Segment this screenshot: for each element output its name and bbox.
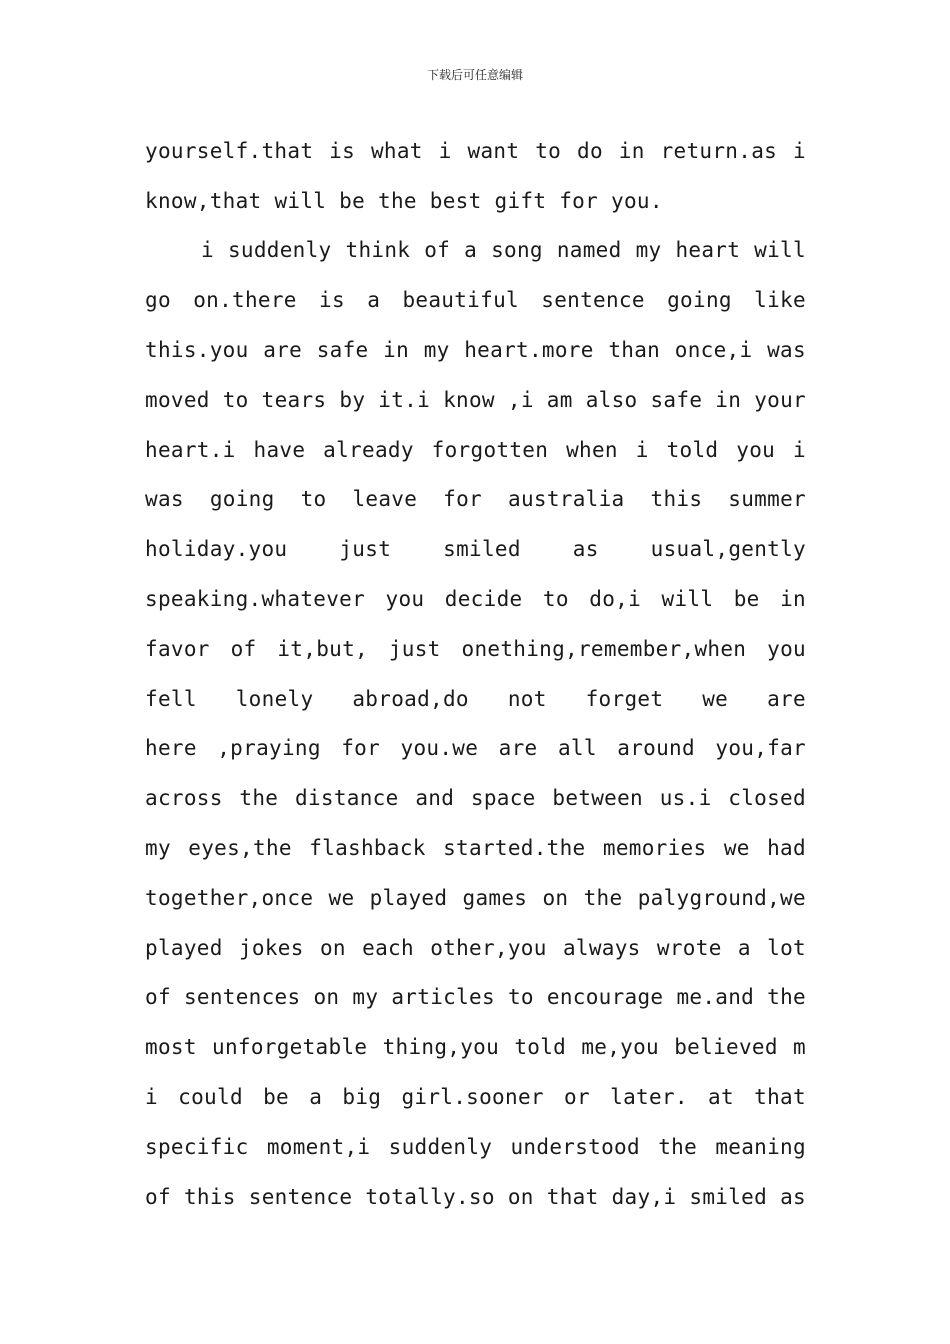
word: are [263,338,303,363]
word: together,once [145,885,314,910]
word: i [635,437,649,462]
word: do,i [589,587,642,612]
word: sentences [183,985,301,1010]
word: you,far [715,736,806,761]
word: fell [145,686,197,711]
word: we [328,885,355,910]
word: between [552,786,643,811]
word: usual,gently [650,537,806,562]
word: want [467,138,520,163]
word: like [754,288,806,313]
word: memories [602,836,707,861]
word: started.the [443,836,586,861]
word: my [423,338,450,363]
word: at [708,1085,734,1110]
word: that [546,1184,599,1209]
word: or [564,1085,590,1110]
word: as [780,1184,806,1209]
word: big [342,1085,382,1110]
word: not [507,686,547,711]
word: onething,remember,when [461,636,747,661]
word: across [145,786,223,811]
text-line [145,624,806,674]
word: told [666,437,719,462]
word: will [274,188,340,213]
text-line [145,823,806,873]
word: articles [391,985,495,1010]
word: for [559,188,611,213]
word: played [145,935,223,960]
word: a [309,1085,323,1110]
word: i [201,238,214,263]
word: you. [611,188,663,213]
text-line [145,923,806,973]
text-line [145,1172,806,1222]
word: always [562,935,641,960]
word: moment,i [266,1134,371,1159]
word: most [145,1035,197,1060]
word: australia [508,487,625,512]
word: meaning [715,1134,806,1159]
word: i [145,1085,158,1110]
word: speaking.whatever [145,587,366,612]
word: safe [650,387,703,412]
word: smiled [443,537,521,562]
word: the [583,885,623,910]
word: to [507,985,534,1010]
text-line [145,1022,806,1072]
word: to [542,587,569,612]
text-line [145,126,806,176]
word: best [429,188,495,213]
word: think [345,238,411,263]
word: of [145,985,171,1010]
word: is [329,138,356,163]
word: suddenly [388,1134,493,1159]
word: specific [145,1134,249,1159]
word: wrote [656,935,722,960]
word: m [793,1035,806,1060]
word: ,praying [217,736,321,761]
word: distance [295,786,399,811]
word: you.we [400,736,479,761]
text-line [145,574,806,624]
word: palyground,we [637,885,806,910]
word: i [438,138,452,163]
word: could [178,1085,243,1110]
word: going [667,288,732,313]
word: the [767,985,806,1010]
word: in [383,338,410,363]
word: are [767,686,806,711]
text-line [145,475,806,525]
word: have [253,437,306,462]
word: going [209,487,275,512]
word: the [658,1134,698,1159]
text-line [145,275,806,325]
word: be [263,1085,289,1110]
word: what [370,138,423,163]
word: that [754,1085,806,1110]
word: gift [494,188,560,213]
header-note: 下载后可任意编辑 [426,68,523,82]
word: leave [352,487,418,512]
word: summer [728,487,806,512]
word: lot [767,935,806,960]
word: am [546,387,573,412]
word: you [767,636,806,661]
word: know,that [145,188,275,213]
word: named [556,238,622,263]
word: us.i [659,786,712,811]
word: in [780,587,806,612]
text-line [145,1072,806,1122]
word: thing,you [382,1035,500,1060]
word: games [462,885,528,910]
word: a [464,238,478,263]
word: a [737,935,751,960]
text-line [145,724,806,774]
word: on [542,885,569,910]
body-text [145,126,806,1222]
word: heart [675,238,741,263]
word: me,you [581,1035,659,1060]
word: flashback [309,836,426,861]
word: this.you [145,338,249,363]
word: to [222,387,249,412]
word: you [736,437,776,462]
text-line [145,524,806,574]
word: already [323,437,414,462]
word: later. [610,1085,688,1110]
word: in [715,387,742,412]
word: sentence [248,1184,353,1209]
word: this [183,1184,236,1209]
word: the [378,188,430,213]
word: day,i [611,1184,677,1209]
word: closed [728,786,806,811]
word: of [424,238,451,263]
word: abroad,do [352,686,469,711]
word: each [362,935,414,960]
word: girl.sooner [401,1085,544,1110]
word: unforgetable [212,1035,368,1060]
word: just [339,537,392,562]
text-line [145,325,806,375]
word: just [388,636,441,661]
word: around [617,736,695,761]
word: the [239,786,279,811]
word: go [145,288,171,313]
text-line [145,176,806,226]
word: to [535,138,562,163]
word: return.as [660,138,778,163]
text-line [145,375,806,425]
text-line [145,873,806,923]
word: on [507,1184,534,1209]
word: forget [585,686,664,711]
word: this [650,487,703,512]
word: heart.more [464,338,594,363]
word: be [733,587,760,612]
word: decide [444,587,523,612]
word: and [415,786,455,811]
text-line [145,973,806,1023]
word: my [635,238,662,263]
word: suddenly [227,238,332,263]
word: is [319,288,345,313]
word: my [145,836,171,861]
word: smiled [689,1184,768,1209]
word: jokes [238,935,304,960]
word: moved [145,387,210,412]
text-line [145,425,806,475]
word: yourself.that [145,138,314,163]
word: your [754,387,806,412]
word: of [230,636,257,661]
word: song [491,238,543,263]
word: in [618,138,645,163]
word: than [608,338,661,363]
word: understood [510,1134,640,1159]
word: also [585,387,638,412]
word: i [792,437,806,462]
text-line [145,674,806,724]
text-line [145,226,806,276]
word: do [577,138,603,163]
word: was [767,338,806,363]
word: lonely [235,686,314,711]
word: me.and [676,985,755,1010]
word: for [443,487,483,512]
word: i [793,138,806,163]
word: by [339,387,366,412]
word: when [566,437,618,462]
word: for [341,736,381,761]
word: it.i [378,387,431,412]
word: we [702,686,729,711]
word: beautiful [402,288,519,313]
word: totally.so [365,1184,495,1209]
word: once,i [674,338,753,363]
word: are [498,736,538,761]
word: believed [674,1035,778,1060]
text-line [145,1122,806,1172]
word: sentence [541,288,645,313]
word: tears [261,387,327,412]
word: safe [316,338,369,363]
word: encourage [546,985,664,1010]
word: had [767,836,806,861]
word: we [723,836,750,861]
word: played [369,885,448,910]
word: all [557,736,597,761]
word: you [385,587,425,612]
word: favor [145,636,210,661]
word: was [145,487,184,512]
word: my [352,985,379,1010]
word: forgotten [431,437,549,462]
word: a [367,288,381,313]
word: know [443,387,495,412]
word: will [754,238,806,263]
word: to [300,487,327,512]
word: holiday.you [145,537,288,562]
word: on [319,935,346,960]
word: ,i [507,387,534,412]
word: on [313,985,340,1010]
word: here [145,736,197,761]
word: as [572,537,599,562]
word: told [514,1035,567,1060]
word: heart.i [145,437,236,462]
word: on.there [193,288,297,313]
word: other,you [430,935,547,960]
word: eyes,the [188,836,292,861]
word: be [339,188,378,213]
word: space [470,786,536,811]
word: of [145,1184,171,1209]
text-line [145,773,806,823]
word: will [661,587,714,612]
word: it,but, [277,636,368,661]
